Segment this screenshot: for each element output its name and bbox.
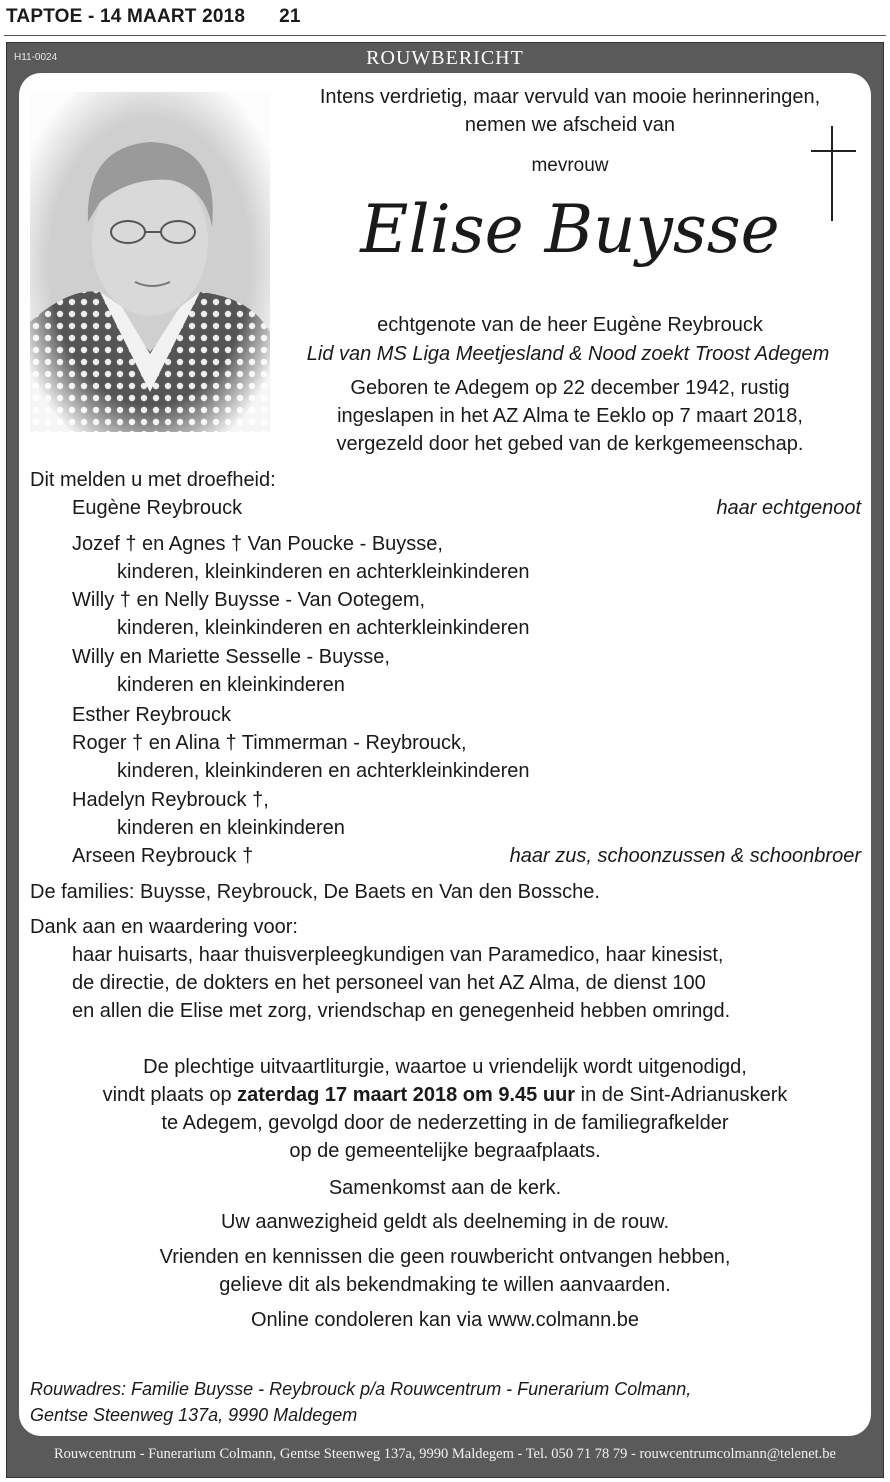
family-line-2: Willy † en Nelly Buysse - Van Ootegem,: [72, 589, 426, 611]
husband-name: Eugène Reybrouck: [72, 497, 243, 519]
family-line-1: Jozef † en Agnes † Van Poucke - Buysse,: [72, 533, 443, 555]
friends-line-1: Vrienden en kennissen die geen rouwbericht ontvangen hebben,: [159, 1246, 731, 1268]
family-line-3: Willy en Mariette Sesselle - Buysse,: [72, 646, 390, 668]
address-line-1: Rouwadres: Familie Buysse - Reybrouck p/a Rouwcentrum - Funerarium Colmann,: [30, 1379, 692, 1399]
thanks-line-2: de directie, de dokters en het personeel van het AZ Alma, de dienst 100: [72, 972, 706, 994]
membership-line: Lid van MS Liga Meetjesland & Nood zoekt Troost Adegem: [306, 343, 830, 365]
funeral-line-3: te Adegem, gevolgd door de nederzetting in de familiegrafkelder: [161, 1112, 729, 1134]
notice-title: ROUWBERICHT: [366, 47, 524, 69]
page-number: 21: [279, 6, 301, 27]
birth-line-3: vergezeld door het gebed van de kerkgemeenschap.: [336, 433, 804, 455]
thanks-heading: Dank aan en waardering voor:: [30, 916, 298, 938]
notice-code: H11-0024: [14, 52, 58, 63]
intro-line-1: Intens verdrietig, maar vervuld van mooie herinneringen,: [319, 86, 821, 108]
portrait-illustration: [30, 92, 270, 432]
presence-line: Uw aanwezigheid geldt als deelneming in de rouw.: [220, 1211, 670, 1233]
online-condolence-line: Online condoleren kan via www.colmann.be: [251, 1309, 639, 1331]
portrait-photo: [30, 92, 270, 432]
funeral-line-1: De plechtige uitvaartliturgie, waartoe u vriendelijk wordt uitgenodigd,: [143, 1056, 747, 1078]
deceased-name: Elise Buysse: [360, 191, 780, 268]
spouse-line: echtgenote van de heer Eugène Reybrouck: [377, 314, 763, 336]
thanks-line-1: haar huisarts, haar thuisverpleegkundigen van Paramedico, haar kinesist,: [72, 944, 724, 966]
address-line-2: Gentse Steenweg 137a, 9990 Maldegem: [30, 1405, 358, 1425]
funeral-date-time: zaterdag 17 maart 2018 om 9.45 uur: [237, 1084, 576, 1106]
family-line-5: Roger † en Alina † Timmerman - Reybrouck,: [72, 732, 467, 754]
funeral-home-footer: Rouwcentrum - Funerarium Colmann, Gentse Steenweg 137a, 9990 Maldegem - Tel. 050 71 78 79 - rouwcentrumcolmann@telenet.be: [54, 1446, 836, 1462]
last-sibling-relation: haar zus, schoonzussen & schoonbroer: [509, 845, 861, 867]
last-sibling-name: Arseen Reybrouck †: [72, 845, 254, 867]
intro-line-2: nemen we afscheid van: [464, 114, 676, 136]
family-sub-6: kinderen en kleinkinderen: [117, 817, 345, 839]
page-header: [6, 6, 301, 30]
families-line: De families: Buysse, Reybrouck, De Baets en Van den Bossche.: [30, 881, 600, 903]
thanks-line-3: en allen die Elise met zorg, vriendschap en genegenheid hebben omringd.: [72, 1000, 731, 1022]
announce-heading: Dit melden u met droefheid:: [30, 469, 276, 491]
funeral-line-2-pre: vindt plaats op: [102, 1084, 238, 1106]
family-sub-1: kinderen, kleinkinderen en achterkleinkinderen: [117, 561, 530, 583]
funeral-line-2: [19, 1081, 871, 1109]
publication-title: TAPTOE - 14 MAART 2018: [6, 6, 246, 27]
honorific: mevrouw: [531, 155, 609, 176]
header-rule: [4, 35, 886, 36]
family-sub-3: kinderen en kleinkinderen: [117, 674, 345, 696]
husband-relation: haar echtgenoot: [716, 497, 861, 519]
gathering-line: Samenkomst aan de kerk.: [328, 1177, 562, 1199]
family-line-6: Hadelyn Reybrouck †,: [72, 789, 269, 811]
birth-line-2: ingeslapen in het AZ Alma te Eeklo op 7 maart 2018,: [337, 405, 803, 427]
funeral-line-4: op de gemeentelijke begraafplaats.: [289, 1140, 601, 1162]
funeral-line-2-post: in de Sint-Adrianuskerk: [575, 1084, 788, 1106]
family-sub-5: kinderen, kleinkinderen en achterkleinkinderen: [117, 760, 530, 782]
friends-line-2: gelieve dit als bekendmaking te willen aanvaarden.: [219, 1274, 671, 1296]
family-line-4: Esther Reybrouck: [72, 704, 231, 726]
birth-line-1: Geboren te Adegem op 22 december 1942, rustig: [350, 377, 790, 399]
family-sub-2: kinderen, kleinkinderen en achterkleinkinderen: [117, 617, 530, 639]
